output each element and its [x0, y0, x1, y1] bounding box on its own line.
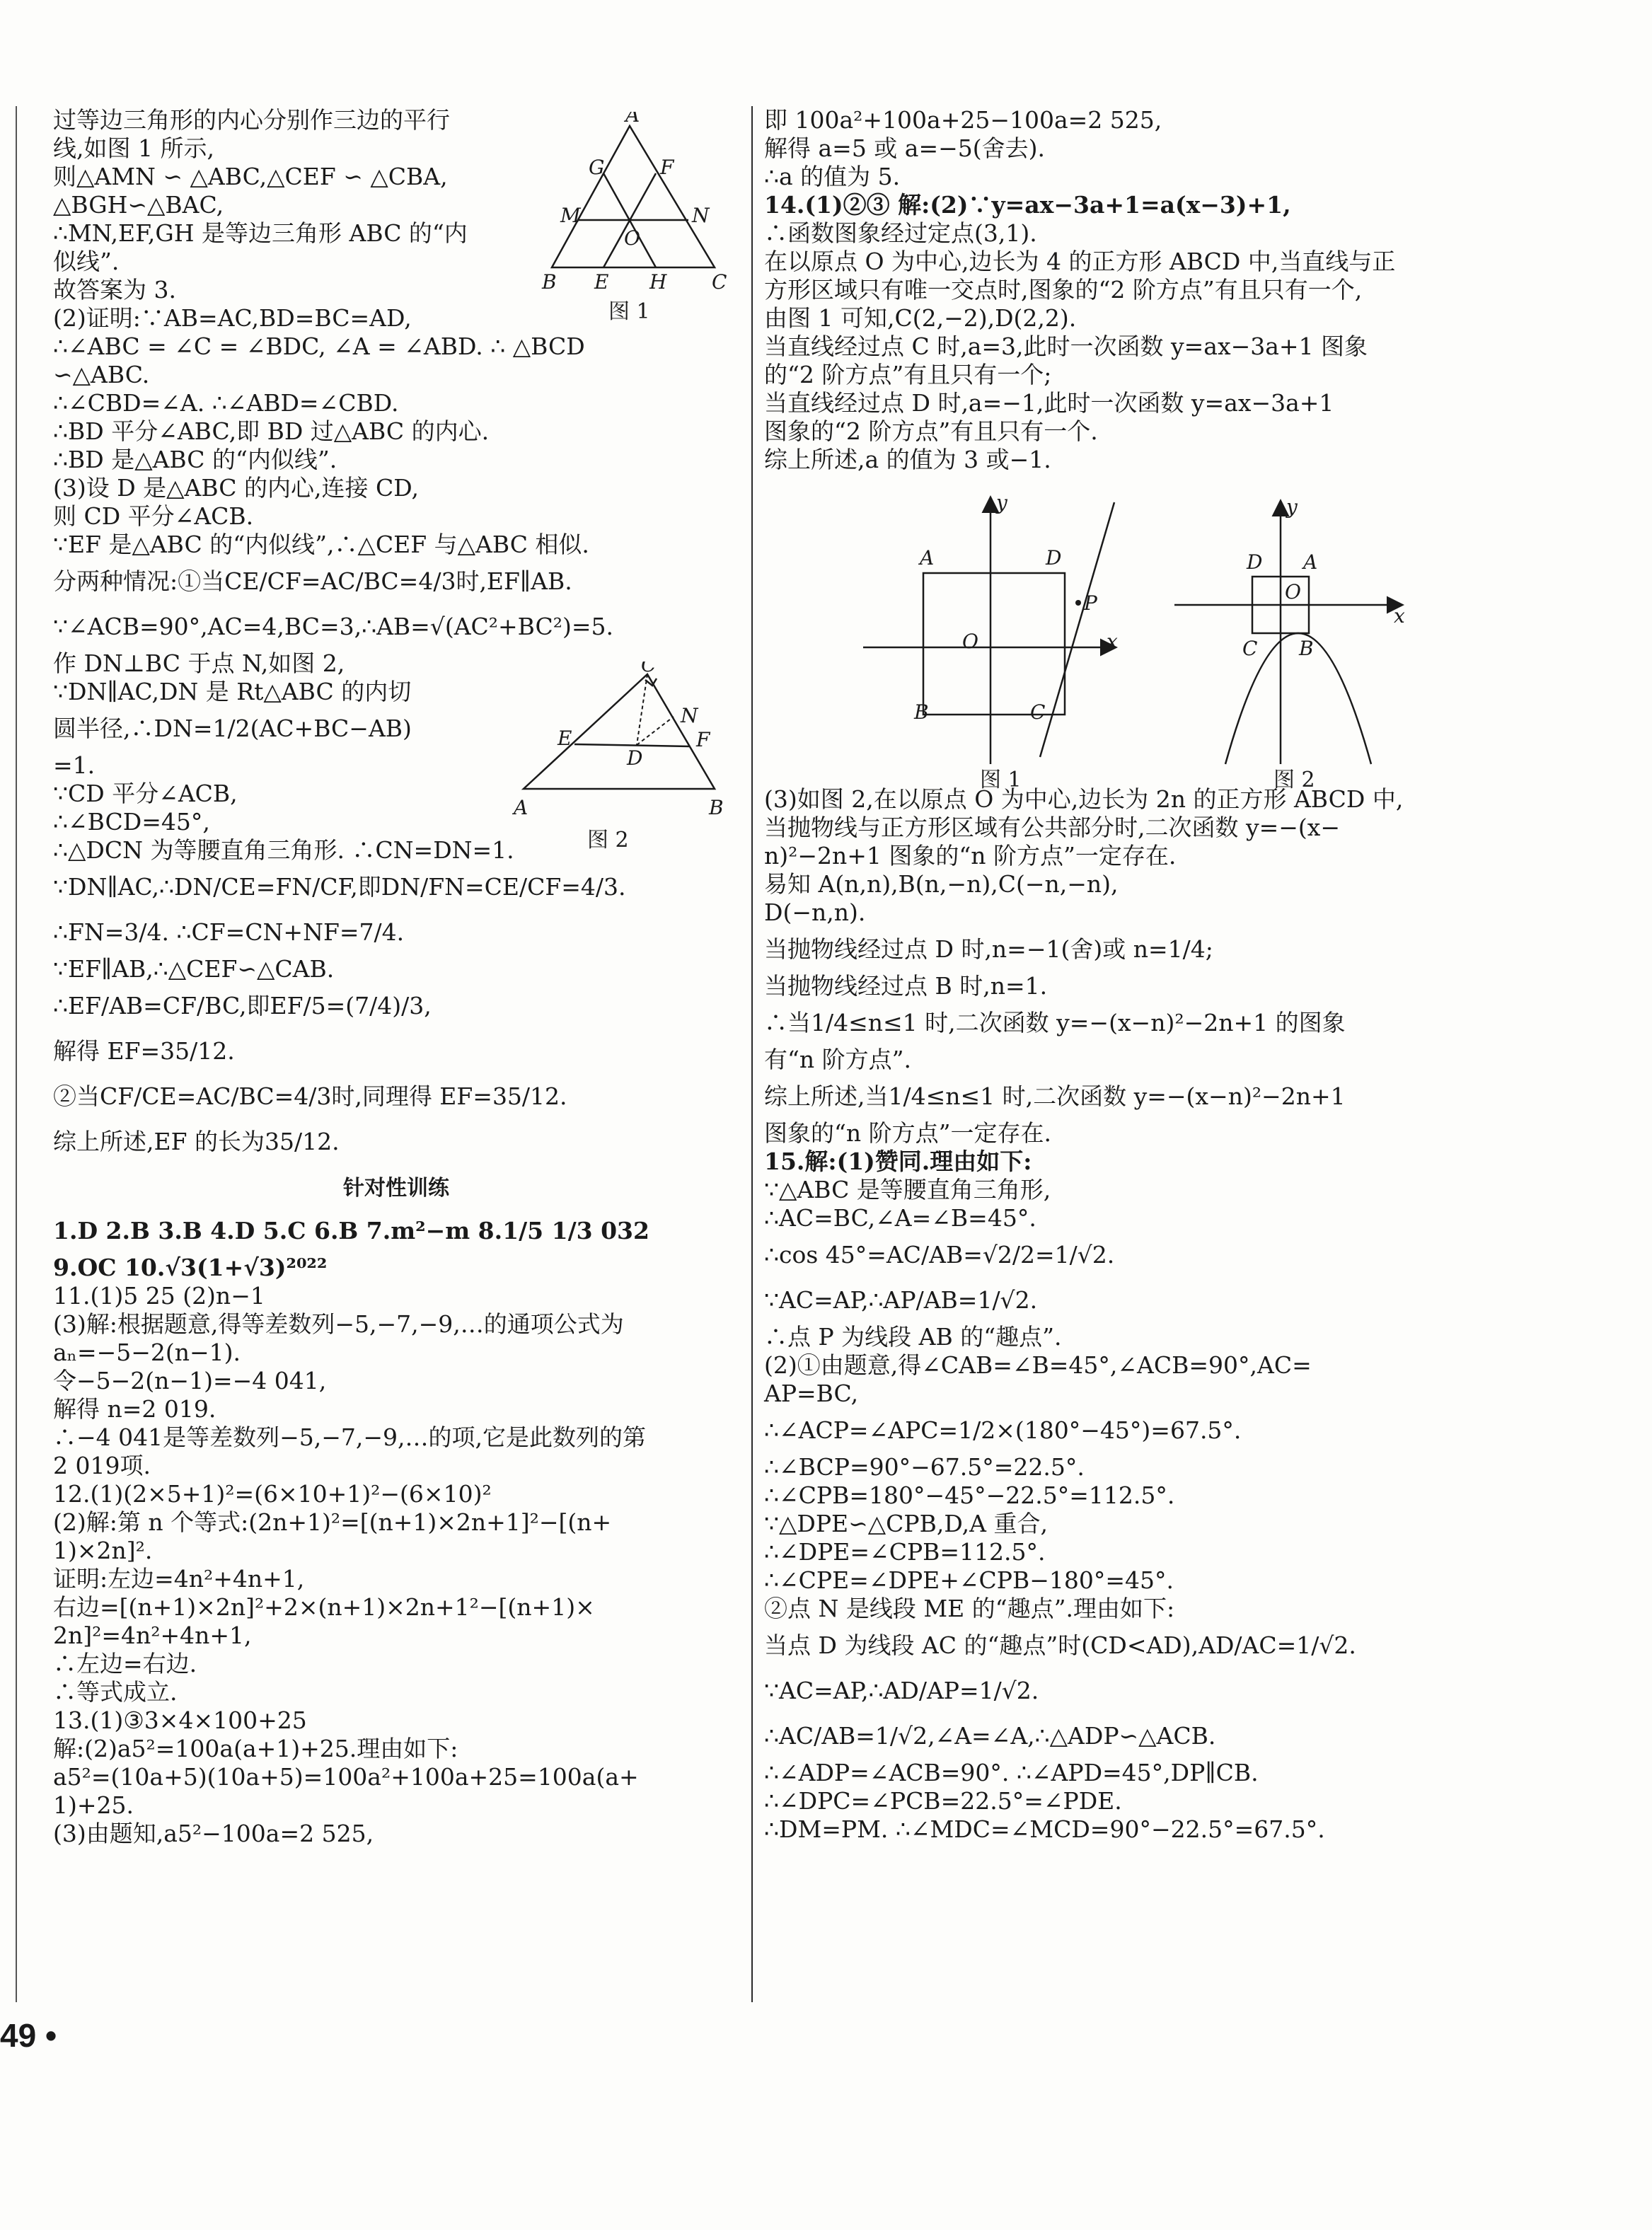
text-line: 分两种情况:①当CE/CF=AC/BC=4/3时,EF∥AB. [53, 567, 572, 595]
text-line: ∴等式成立. [53, 1678, 178, 1706]
vertex-label: F [660, 156, 674, 179]
text-line: ∴∠CPE=∠DPE+∠CPB−180°=45°. [764, 1566, 1174, 1594]
text-line: ∴AC/AB=1/√2,∠A=∠A,∴△ADP∽△ACB. [764, 1722, 1216, 1750]
text-line: D(−n,n). [764, 899, 866, 926]
answer-line: 1.D 2.B 3.B 4.D 5.C 6.B 7.m²−m 8.1/5 1/3 032 [53, 1217, 649, 1244]
text-line: 解得 n=2 019. [53, 1395, 216, 1423]
text-line: =1. [53, 751, 96, 779]
text-line: 15.解:(1)赞同.理由如下: [764, 1148, 1032, 1175]
text-line: (2)解:第 n 个等式:(2n+1)²=[(n+1)×2n+1]²−[(n+ [53, 1508, 612, 1536]
text-line: ∴∠ABC = ∠C = ∠BDC, ∠A = ∠ABD. ∴ △BCD [53, 333, 585, 360]
text-line: 过等边三角形的内心分别作三边的平行 [53, 106, 450, 134]
answer-line: 9.OC 10.√3(1+√3)²⁰²² [53, 1254, 328, 1281]
text-line: ∵AC=AP,∴AP/AB=1/√2. [764, 1286, 1038, 1314]
text-line: ∴点 P 为线段 AB 的“趣点”. [764, 1323, 1062, 1351]
origin-label: O [1285, 580, 1301, 603]
text-line: 在以原点 O 为中心,边长为 4 的正方形 ABCD 中,当直线与正 [764, 248, 1396, 275]
left-block-f [53, 1208, 739, 1848]
text-line: ∴∠BCP=90°−67.5°=22.5°. [764, 1453, 1085, 1481]
text-line: ∴DM=PM. ∴∠MDC=∠MCD=90°−22.5°=67.5°. [764, 1815, 1325, 1843]
text-line: ②点 N 是线段 ME 的“趣点”.理由如下: [764, 1595, 1175, 1622]
text-line: 2 019项. [53, 1452, 151, 1479]
text-line: (3)设 D 是△ABC 的内心,连接 CD, [53, 474, 419, 502]
text-line: 当点 D 为线段 AC 的“趣点”时(CD<AD),AD/AC=1/√2. [764, 1631, 1356, 1659]
axis-label: y [996, 491, 1007, 514]
text-line: 综上所述,当1/4≤n≤1 时,二次函数 y=−(x−n)²−2n+1 [764, 1082, 1346, 1110]
text-line: ∵∠ACB=90°,AC=4,BC=3,∴AB=√(AC²+BC²)=5. [53, 613, 614, 640]
vertex-label: H [649, 270, 667, 294]
text-line: ∵AC=AP,∴AD/AP=1/√2. [764, 1677, 1039, 1704]
text-line: 故答案为 3. [53, 276, 176, 304]
vertex-label: C [641, 662, 657, 676]
text-line: (3)由题知,a5²−100a=2 525, [53, 1820, 374, 1847]
figure-caption: 图 2 [587, 828, 629, 853]
text-line: ∴函数图象经过定点(3,1). [764, 219, 1037, 247]
vertex-label: M [560, 204, 581, 227]
text-line: ∵CD 平分∠ACB, [53, 780, 238, 807]
vertex-label: G [589, 156, 605, 179]
axis-label: x [1107, 630, 1118, 653]
right-block-b [764, 785, 1472, 1844]
text-line: ∴a 的值为 5. [764, 163, 901, 190]
text-line: 当直线经过点 C 时,a=3,此时一次函数 y=ax−3a+1 图象 [764, 333, 1368, 360]
figure-equilateral-triangle [538, 112, 736, 327]
text-line: ∴∠ADP=∠ACB=90°. ∴∠APD=45°,DP∥CB. [764, 1759, 1259, 1786]
text-line: aₙ=−5−2(n−1). [53, 1339, 241, 1366]
text-line: ∴MN,EF,GH 是等边三角形 ABC 的“内 [53, 219, 468, 247]
origin-label: O [962, 630, 978, 653]
text-line: (3)解:根据题意,得等差数列−5,−7,−9,…的通项公式为 [53, 1310, 624, 1338]
text-line: ∴∠BCD=45°, [53, 808, 210, 836]
text-line: ∴BD 平分∠ABC,即 BD 过△ABC 的内心. [53, 417, 490, 445]
text-line: 的“2 阶方点”有且只有一个; [764, 361, 1052, 388]
left-column [53, 106, 739, 1848]
text-line: 图象的“n 阶方点”一定存在. [764, 1119, 1051, 1147]
vertex-label: C [1242, 637, 1258, 660]
text-line: △BGH∽△BAC, [53, 191, 224, 219]
text-line: 方形区域只有唯一交点时,图象的“2 阶方点”有且只有一个, [764, 276, 1363, 304]
text-line: ∴cos 45°=AC/AB=√2/2=1/√2. [764, 1241, 1115, 1269]
figure-right-triangle [509, 662, 736, 855]
text-line: 有“n 阶方点”. [764, 1046, 911, 1073]
text-line: ∴∠DPC=∠PCB=22.5°=∠PDE. [764, 1787, 1122, 1815]
text-line: ∵DN∥AC,∴DN/CE=FN/CF,即DN/FN=CE/CF=4/3. [53, 873, 626, 901]
figure-caption: 图 2 [1273, 768, 1315, 792]
text-line: 13.(1)③3×4×100+25 [53, 1706, 307, 1734]
text-line: ∵EF∥AB,∴△CEF∽△CAB. [53, 955, 335, 983]
text-line: 14.(1)②③ 解:(2)∵y=ax−3a+1=a(x−3)+1, [764, 191, 1291, 219]
vertex-label: N [692, 204, 710, 227]
text-line: ∵△ABC 是等腰直角三角形, [764, 1176, 1051, 1203]
text-line: 12.(1)(2×5+1)²=(6×10+1)²−(6×10)² [53, 1480, 492, 1508]
text-line: ∴当1/4≤n≤1 时,二次函数 y=−(x−n)²−2n+1 的图象 [764, 1009, 1346, 1036]
text-line: ∴AC=BC,∠A=∠B=45°. [764, 1204, 1036, 1232]
text-line: 即 100a²+100a+25−100a=2 525, [764, 106, 1162, 134]
axis-label: y [1286, 495, 1298, 519]
text-line: AP=BC, [764, 1380, 859, 1407]
left-block-b [53, 304, 739, 559]
vertex-label: D [1247, 550, 1263, 574]
text-line: ∴∠DPE=∠CPB=112.5°. [764, 1538, 1046, 1566]
vertex-label: A [514, 796, 528, 819]
point-label: P [1084, 591, 1097, 615]
text-line: a5²=(10a+5)(10a+5)=100a²+100a+25=100a(a+ [53, 1763, 639, 1791]
text-line: ∴BD 是△ABC 的“内似线”. [53, 446, 337, 473]
left-margin-rule [16, 106, 17, 2002]
text-line: 圆半径,∴DN=1/2(AC+BC−AB) [53, 715, 412, 742]
text-line: ∴FN=3/4. ∴CF=CN+NF=7/4. [53, 918, 405, 946]
text-line: 1)×2n]². [53, 1537, 153, 1564]
text-line: 解得 EF=35/12. [53, 1037, 235, 1065]
text-line: n)²−2n+1 图象的“n 阶方点”一定存在. [764, 842, 1177, 870]
text-line: ∵DN∥AC,DN 是 Rt△ABC 的内切 [53, 678, 412, 705]
text-line: 易知 A(n,n),B(n,−n),C(−n,−n), [764, 870, 1119, 898]
text-line: 11.(1)5 25 (2)n−1 [53, 1282, 265, 1310]
text-line: 综上所述,a 的值为 3 或−1. [764, 446, 1051, 473]
vertex-label: A [920, 546, 935, 570]
text-line: 图象的“2 阶方点”有且只有一个. [764, 417, 1098, 445]
text-line: 右边=[(n+1)×2n]²+2×(n+1)×2n+1²−[(n+1)× [53, 1593, 595, 1621]
text-line: 似线”. [53, 248, 120, 275]
page-number: 49 • [0, 2017, 57, 2054]
text-line: 作 DN⊥BC 于点 N,如图 2, [53, 649, 345, 677]
vertex-label: C [712, 270, 727, 294]
vertex-label: A [1303, 550, 1318, 574]
vertex-label: N [681, 704, 698, 727]
vertex-label: A [625, 112, 640, 127]
text-line: (3)如图 2,在以原点 O 为中心,边长为 2n 的正方形 ABCD 中, [764, 785, 1404, 813]
text-line: 1)+25. [53, 1791, 134, 1819]
vertex-label: F [696, 728, 710, 751]
vertex-label: B [709, 796, 724, 819]
vertex-label: D [1046, 546, 1062, 570]
text-line: ∴∠CPB=180°−45°−22.5°=112.5°. [764, 1481, 1175, 1509]
text-line: ∴∠ACP=∠APC=1/2×(180°−45°)=67.5°. [764, 1416, 1242, 1444]
text-line: ∴∠CBD=∠A. ∴∠ABD=∠CBD. [53, 389, 399, 417]
text-line: ∴−4 041是等差数列−5,−7,−9,…的项,它是此数列的第 [53, 1423, 647, 1451]
vertex-label: D [627, 746, 643, 770]
text-line: 则 CD 平分∠ACB. [53, 502, 254, 530]
vertex-label: O [624, 226, 640, 250]
text-line: 当抛物线与正方形区域有公共部分时,二次函数 y=−(x− [764, 814, 1341, 841]
text-line: 令−5−2(n−1)=−4 041, [53, 1367, 327, 1394]
column-divider [751, 106, 753, 2002]
text-line: ∵EF 是△ABC 的“内似线”,∴△CEF 与△ABC 相似. [53, 531, 589, 558]
text-line: 则△AMN ∽ △ABC,△CEF ∽ △CBA, [53, 163, 448, 190]
text-line: 当抛物线经过点 D 时,n=−1(舍)或 n=1/4; [764, 935, 1213, 963]
text-line: 当直线经过点 D 时,a=−1,此时一次函数 y=ax−3a+1 [764, 389, 1334, 417]
vertex-label: B [1299, 637, 1314, 660]
text-line: 解:(2)a5²=100a(a+1)+25.理由如下: [53, 1735, 458, 1762]
text-line: 解得 a=5 或 a=−5(舍去). [764, 134, 1045, 162]
text-line: ∴左边=右边. [53, 1650, 197, 1677]
text-line: (2)证明:∵AB=AC,BD=BC=AD, [53, 304, 412, 332]
text-line: ②当CF/CE=AC/BC=4/3时,同理得 EF=35/12. [53, 1082, 567, 1110]
figure-caption: 图 1 [980, 768, 1022, 792]
section-title: 针对性训练 [343, 1176, 449, 1201]
text-line: (2)①由题意,得∠CAB=∠B=45°,∠ACB=90°,AC= [764, 1351, 1312, 1379]
text-line: 由图 1 可知,C(2,−2),D(2,2). [764, 304, 1077, 332]
right-block-a [764, 106, 1472, 474]
text-line: 证明:左边=4n²+4n+1, [53, 1565, 305, 1593]
text-line: 线,如图 1 所示, [53, 134, 214, 162]
vertex-label: E [594, 270, 609, 294]
left-block-e [53, 836, 739, 1165]
text-line: ∴△DCN 为等腰直角三角形. ∴CN=DN=1. [53, 836, 514, 864]
left-block-c [53, 559, 739, 649]
axis-label: x [1394, 604, 1405, 628]
vertex-label: B [914, 700, 929, 724]
text-line: 综上所述,EF 的长为35/12. [53, 1128, 340, 1155]
text-line: ∵△DPE∽△CPB,D,A 重合, [764, 1510, 1048, 1537]
text-line: 当抛物线经过点 B 时,n=1. [764, 972, 1048, 1000]
vertex-label: C [1030, 700, 1046, 724]
right-column [764, 106, 1472, 1844]
text-line: 2n]²=4n²+4n+1, [53, 1622, 252, 1649]
vertex-label: B [542, 270, 557, 294]
vertex-label: E [558, 727, 572, 750]
figure-parabola-square [1160, 481, 1443, 795]
figure-caption: 图 1 [608, 299, 650, 324]
text-line: ∽△ABC. [53, 361, 150, 388]
text-line: ∴EF/AB=CF/BC,即EF/5=(7/4)/3, [53, 992, 432, 1019]
figure-square-line [849, 481, 1132, 795]
